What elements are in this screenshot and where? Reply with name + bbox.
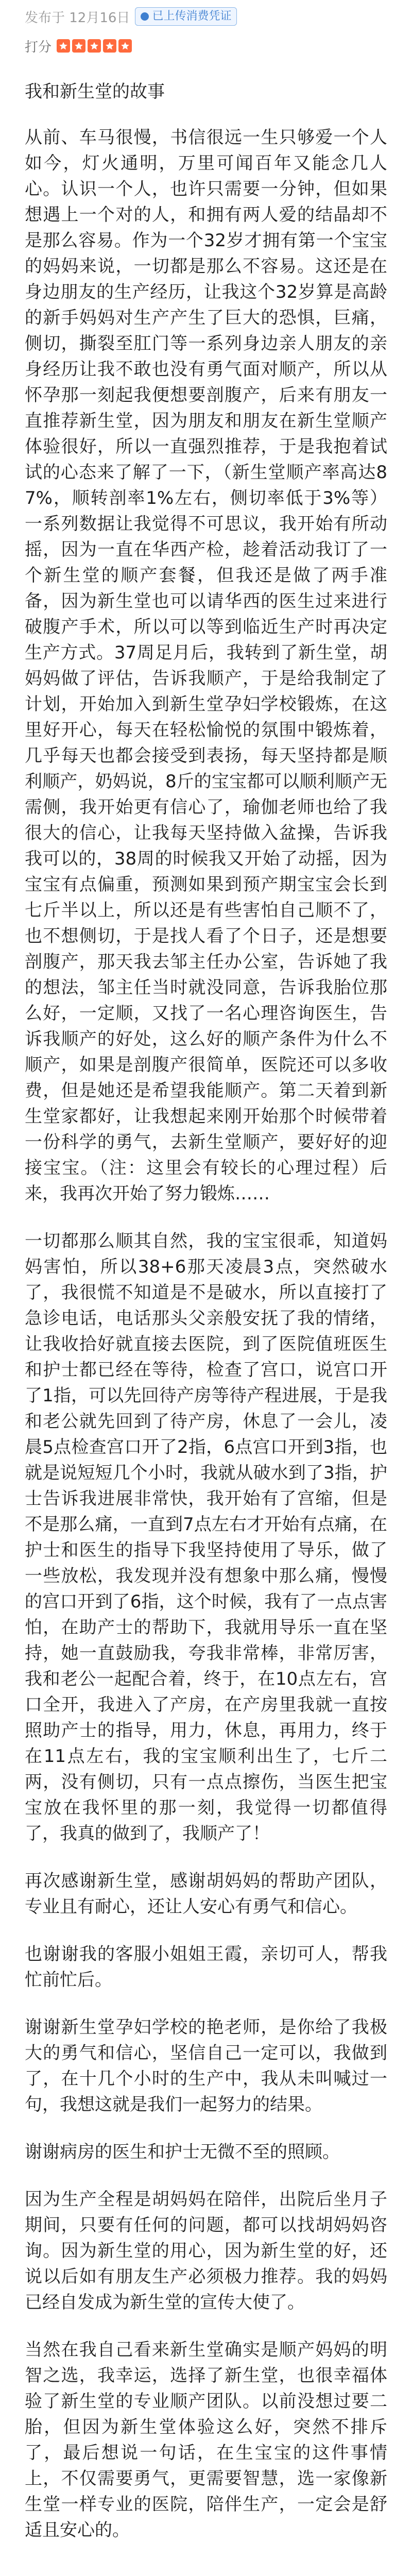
review-meta bbox=[25, 0, 387, 33]
star-icon bbox=[103, 39, 116, 53]
review-paragraph: 当然在我自己看来新生堂确实是顺产妈妈的明智之选，我幸运，选择了新生堂，也很幸福体验了新生堂的专业顺产团队。以前没想过要二胎，但因为新生堂体验这么好，突然不排斥了，最后想说一句话，在生宝宝的这件事情上，不仅需要勇气，更需要智慧，选一家像新生堂一样专业的医院，陪伴生产，一定会是舒适且安心的。 bbox=[25, 2340, 387, 2540]
star-icon bbox=[118, 39, 132, 53]
review-paragraph: 因为生产全程是胡妈妈在陪伴，出院后坐月子期间，只要有任何的问题，都可以找胡妈妈咨询。因为新生堂的用心，因为新生堂的好，还说以后如有朋友生产必须极力推荐。我的妈妈已经自发成为新生堂的宣传大使了。 bbox=[25, 2189, 387, 2313]
star-rating bbox=[57, 39, 132, 53]
star-icon bbox=[72, 39, 85, 53]
rating-label: 打分 bbox=[25, 39, 52, 55]
verified-purchase-badge bbox=[135, 7, 237, 26]
review-paragraph: 谢谢新生堂孕妇学校的艳老师，是你给了我极大的勇气和信心，坚信自己一定可以，我做到了，在十几个小时的生产中，我从未叫喊过一句，我想这就是我们一起努力的结果。 bbox=[25, 2017, 387, 2115]
review-paragraph: 从前、车马很慢，书信很远一生只够爱一个人如今，灯火通明，万里可闻百年又能念几人心。认识一个人，也许只需要一分钟，但如果想遇上一个对的人，和拥有两人爱的结晶却不是那么容易。作为一个32岁才拥有第一个宝宝的妈妈来说，一切都是那么不容易。这还是在身边朋友的生产经历，让我这个32岁算是高龄的新手妈妈对生产产生了巨大的恐惧，巨痛，侧切，撕裂至肛门等一系列身边亲人朋友的亲身经历让我不敢也没有勇气面对顺产，所以从怀孕那一刻起我便想要剖腹产，后来有朋友一直推荐新生堂，因为朋友和朋友在新生堂顺产体验很好，所以一直强烈推荐，于是我抱着试试的心态来了解了一下，（新生堂顺产率高达87%，顺转剖率1%左右，侧切率低于3%等）一系列数据让我觉得不可思议，我开始有所动摇，因为一直在华西产检，趁着活动我订了一个新生堂的顺产套餐，但我还是做了两手准备，因为新生堂也可以请华西的医生过来进行破腹产手术，所以可以等到临近生产时再决定生产方式。37周足月后，我转到了新生堂，胡妈妈做了评估，告诉我顺产，于是给我制定了计划，开始加入到新生堂孕妇学校锻炼，在这里好开心，每天在轻松愉悦的氛围中锻炼着，几乎每天也都会接受到表扬，每天坚持都是顺利顺产，奶妈说，8斤的宝宝都可以顺利顺产无需侧，我开始更有信心了，瑜伽老师也给了我很大的信心，让我每天坚持做入盆操，告诉我我可以的，38周的时候我又开始了动摇，因为宝宝有点偏重，预测如果到预产期宝宝会长到七斤半以上，所以还是有些害怕自己顺不了，也不想侧切，于是找人看了个日子，还是想要剖腹产，那天我去邹主任办公室，告诉她了我的想法，邹主任当时就没同意，告诉我胎位那么好，一定顺，又找了一名心理咨询医生，告诉我顺产的好处，这么好的顺产条件为什么不顺产，如果是剖腹产很简单，医院还可以多收费，但是她还是希望我能顺产。第二天着到新生堂家都好，让我想起来刚开始那个时候带着一份科学的勇气，去新生堂顺产，要好好的迎接宝宝。（注：这里会有较长的心理过程）后来，我再次开始了努力锻炼…… bbox=[25, 127, 387, 1204]
review-paragraph: 一切都那么顺其自然，我的宝宝很乖，知道妈妈害怕，所以38+6那天凌晨3点，突然破水了，我很慌不知道是不是破水，所以直接打了急诊电话，电话那头父亲般安抚了我的情绪，让我收拾好就直接去医院，到了医院值班医生和护士都已经在等待，检查了宫口，说宫口开了1指，可以先回待产房等待产程进展，于是我和老公就先回到了待产房，休息了一会儿，凌晨5点检查宫口开了2指，6点宫口开到3指，也就是说短短几个小时，我就从破水到了3指，护士告诉我进展非常快，我开始有了宫缩，但是不是那么痛，一直到7点左右才开始有点痛，在护士和医生的指导下我坚持使用了导乐，做了一些放松，我发现并没有想象中那么痛，慢慢的宫口开到了6指，这个时候，我有了一点点害怕，在助产士的帮助下，我就用导乐一直在坚持，她一直鼓励我，夸我非常棒，非常厉害，我和老公一起配合着，终于，在10点左右，宫口全开，我进入了产房，在产房里我就一直按照助产士的指导，用力，休息，再用力，终于在11点左右，我的宝宝顺利出生了，七斤二两，没有侧切，只有一点点擦伤，当医生把宝宝放在我怀里的那一刻，我觉得一切都值得了，我真的做到了，我顺产了！ bbox=[25, 1231, 387, 1844]
review-paragraph: 也谢谢我的客服小姐姐王霞，亲切可人，帮我忙前忙后。 bbox=[25, 1944, 387, 1990]
review-title: 我和新生堂的故事 bbox=[25, 81, 165, 102]
star-icon bbox=[57, 39, 70, 53]
star-icon bbox=[88, 39, 101, 53]
publish-date: 发布于 12月16日 bbox=[25, 10, 130, 26]
verified-icon bbox=[141, 12, 149, 21]
review-body bbox=[25, 125, 387, 2543]
rating-row bbox=[25, 33, 387, 59]
badge-label: 已上传消费凭证 bbox=[152, 10, 232, 23]
review-paragraph: 谢谢病房的医生和护士无微不至的照顾。 bbox=[25, 2142, 340, 2162]
review-paragraph: 再次感谢新生堂，感谢胡妈妈的帮助产团队，专业且有耐心，还让人安心有勇气和信心。 bbox=[25, 1871, 387, 1917]
